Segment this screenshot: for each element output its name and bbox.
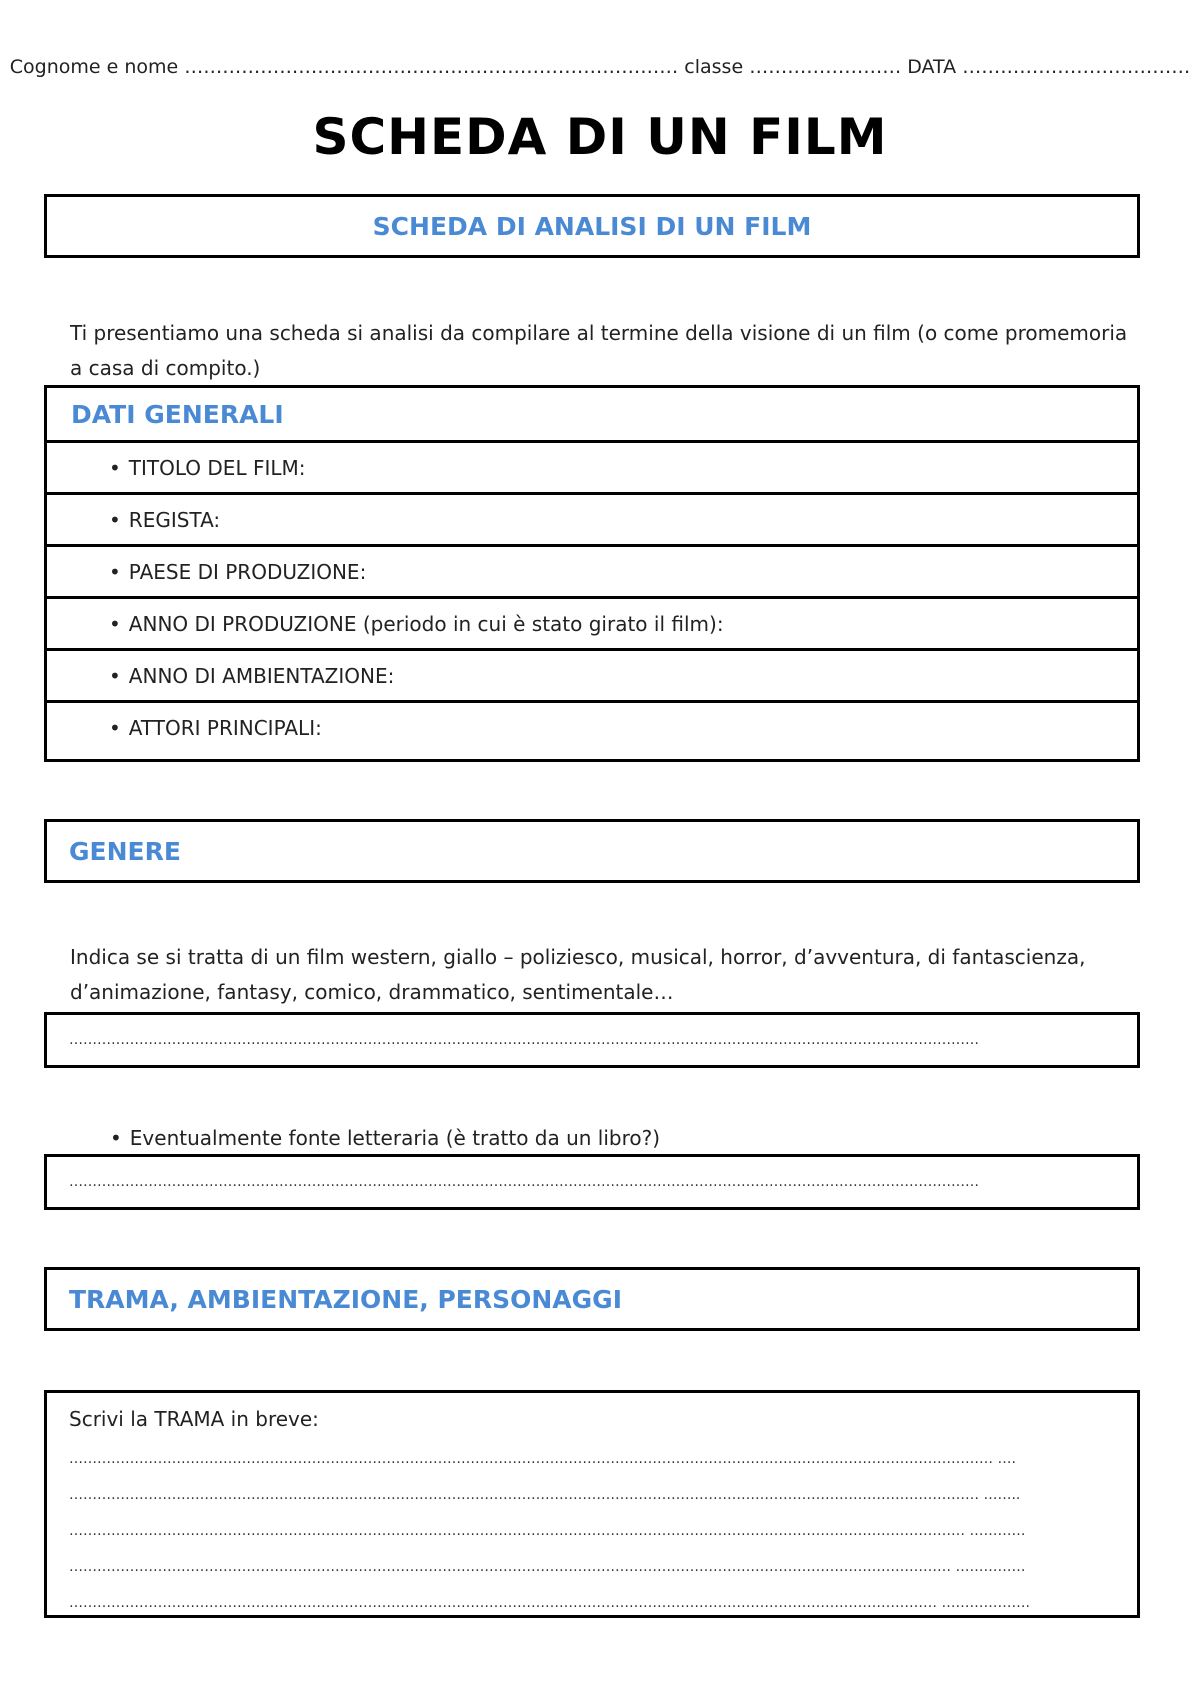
dati-generali-table bbox=[44, 385, 1140, 762]
field-regista[interactable] bbox=[47, 495, 1137, 547]
bullet-icon: • bbox=[109, 663, 121, 688]
bullet-icon: • bbox=[109, 507, 121, 532]
genere-heading: GENERE bbox=[69, 836, 181, 866]
trama-line: …………………………………………………………………………………………………………………………………………………………………………… …….. bbox=[69, 1487, 1021, 1503]
trama-line: …………………………………………………………………………………………………………………………………………………………………… ………………. bbox=[69, 1595, 1030, 1611]
fonte-label bbox=[110, 1126, 660, 1150]
answer-dots: …………………………………………………………………………………………………………………………………………………………………………… bbox=[69, 1174, 979, 1190]
fonte-label-text: Eventualmente fonte letteraria (è tratto da un libro?) bbox=[129, 1126, 661, 1150]
field-label: ANNO DI AMBIENTAZIONE: bbox=[128, 663, 395, 688]
dati-generali-heading: DATI GENERALI bbox=[71, 399, 284, 429]
field-label: TITOLO DEL FILM: bbox=[128, 455, 306, 480]
trama-answer-area[interactable] bbox=[44, 1390, 1140, 1618]
subtitle: SCHEDA DI ANALISI DI UN FILM bbox=[372, 211, 812, 241]
field-attori[interactable] bbox=[47, 703, 1137, 753]
genere-description: Indica se si tratta di un film western, giallo – poliziesco, musical, horror, d’avventura, di fantascienza, d’animazione, fantasy, comico, drammatico, sentimentale… bbox=[70, 945, 1086, 1004]
trama-header-box bbox=[44, 1267, 1140, 1331]
page-title: SCHEDA DI UN FILM bbox=[312, 108, 888, 166]
answer-dots: …………………………………………………………………………………………………………………………………………………………………………… bbox=[69, 1032, 979, 1048]
intro-text: Ti presentiamo una scheda si analisi da compilare al termine della visione di un film (o come promemoria a casa di compito.) bbox=[70, 321, 1128, 380]
bullet-icon: • bbox=[109, 455, 121, 480]
bullet-icon: • bbox=[109, 559, 121, 584]
bullet-icon: • bbox=[109, 611, 121, 636]
fonte-answer-field[interactable] bbox=[44, 1154, 1140, 1210]
bullet-icon: • bbox=[110, 1126, 122, 1150]
trama-heading: TRAMA, AMBIENTAZIONE, PERSONAGGI bbox=[69, 1284, 622, 1314]
field-label: PAESE DI PRODUZIONE: bbox=[128, 559, 367, 584]
subtitle-box bbox=[44, 194, 1140, 258]
dati-generali-header bbox=[47, 388, 1137, 443]
field-titolo[interactable] bbox=[47, 443, 1137, 495]
genere-answer-field[interactable] bbox=[44, 1012, 1140, 1068]
field-label: REGISTA: bbox=[128, 507, 221, 532]
trama-line: ……………………………………………………………………………………………………………………………………………………………………………… …. bbox=[69, 1451, 1016, 1467]
student-info-line: Cognome e nome …………………………………………………………………… classe …………………… DATA ……………………………… bbox=[9, 56, 1191, 78]
genere-header-box bbox=[44, 819, 1140, 883]
field-label: ATTORI PRINCIPALI: bbox=[128, 716, 322, 740]
bullet-icon: • bbox=[109, 716, 121, 740]
field-anno-produzione[interactable] bbox=[47, 599, 1137, 651]
trama-line: ………………………………………………………………………………………………………………………………………………………………………… ………… bbox=[69, 1523, 1026, 1539]
field-label: ANNO DI PRODUZIONE (periodo in cui è stato girato il film): bbox=[128, 611, 724, 636]
field-paese[interactable] bbox=[47, 547, 1137, 599]
trama-line: ……………………………………………………………………………………………………………………………………………………………………… …………… bbox=[69, 1559, 1026, 1575]
field-anno-ambientazione[interactable] bbox=[47, 651, 1137, 703]
trama-prompt: Scrivi la TRAMA in breve: bbox=[69, 1407, 319, 1431]
